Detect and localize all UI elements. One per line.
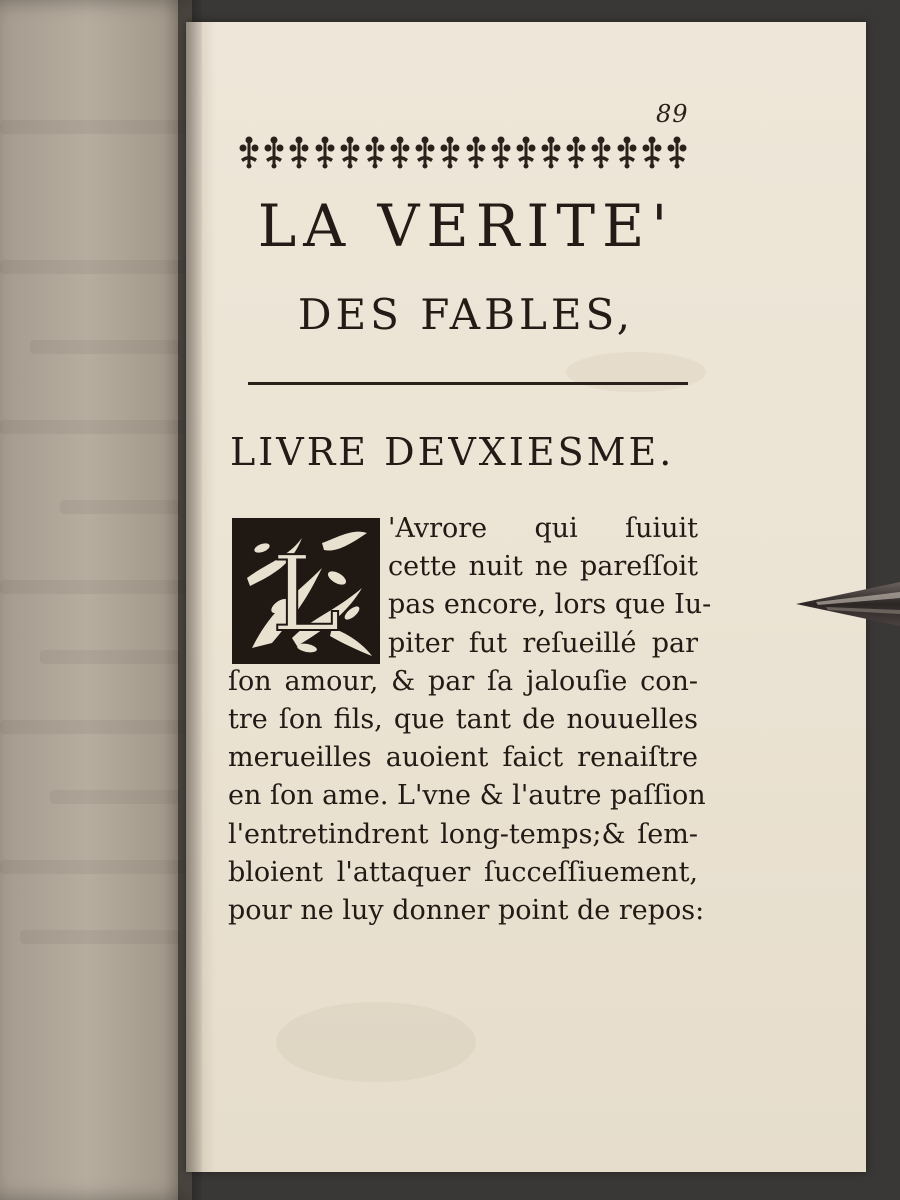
fleuron-icon xyxy=(339,135,361,169)
body-line: pas encore, lors que Iu- xyxy=(388,589,712,621)
fleuron-icon xyxy=(238,135,260,169)
body-line: pour ne luy donner point de repos: xyxy=(228,895,705,927)
body-paragraph xyxy=(228,510,712,930)
fleuron-icon xyxy=(666,135,688,169)
fleuron-icon xyxy=(263,135,285,169)
body-line: l'entretindrent long-temps;& ſem- xyxy=(228,818,698,850)
fleuron-icon xyxy=(565,135,587,169)
body-line: bloient l'attaquer ſucceſſiuement, xyxy=(228,856,698,888)
fleuron-icon xyxy=(641,135,663,169)
paper-knife-icon xyxy=(796,574,900,634)
fleuron-icon xyxy=(590,135,612,169)
fleuron-icon xyxy=(389,135,411,169)
divider-rule xyxy=(248,382,688,385)
body-line: tre ſon fils, que tant de nouuelles xyxy=(228,704,698,736)
dropcap-letter: L xyxy=(271,533,341,655)
fleuron-icon xyxy=(314,135,336,169)
body-line: ſon amour, & par ſa jalouſie con- xyxy=(228,665,698,697)
fleuron-icon xyxy=(288,135,310,169)
fleuron-icon xyxy=(414,135,436,169)
fleuron-icon xyxy=(540,135,562,169)
fleuron-icon xyxy=(490,135,512,169)
body-line: merueilles auoient faict renaiſtre xyxy=(228,742,698,774)
fleuron-icon xyxy=(515,135,537,169)
body-line: en ſon ame. L'vne & l'autre paſſion xyxy=(228,780,706,812)
page-number: 89 xyxy=(656,100,689,128)
body-line: cette nuit ne pareſſoit xyxy=(388,551,698,583)
title-subtitle: DES FABLES, xyxy=(297,290,635,339)
body-line: 'Avrore qui ſuiuit xyxy=(388,513,698,544)
book-gutter xyxy=(178,0,202,1200)
right-page xyxy=(186,22,866,1172)
fleuron-icon xyxy=(616,135,638,169)
body-line: piter fut reſueillé par xyxy=(388,627,698,659)
fleuron-icon xyxy=(465,135,487,169)
fleuron-band xyxy=(238,130,688,174)
fleuron-icon xyxy=(439,135,461,169)
fleuron-icon xyxy=(364,135,386,169)
book-heading: LIVRE DEVXIESME. xyxy=(230,430,675,474)
left-page xyxy=(0,0,192,1200)
title-main: LA VERITE' xyxy=(257,192,675,260)
